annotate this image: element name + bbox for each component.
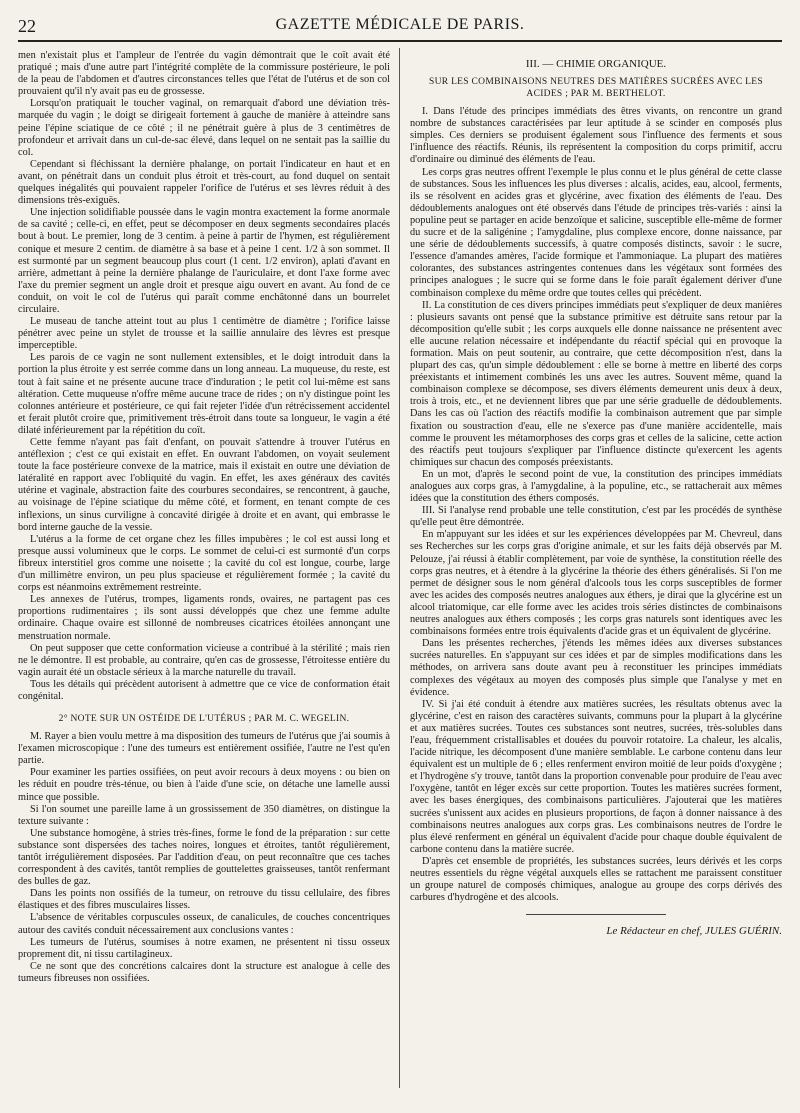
paragraph: Une injection solidifiable poussée dans le vagin montra exactement la forme anormale de sa cavité ; celle-ci, en effet, peut se décomposer en deux segments secondaires placés bout à bout. Le premier, long de 3 centim. à peine à partir de l'hymen, est régulièrement conique et mesure 2 centim. de diamètre à sa base et à peine 1 cent. 1/2 à son sommet. Il est surmonté par un segment beaucoup plus court (1 cent. 1/2 environ), aplati d'avant en arrière, admettant à peine la dernière phalange de l'auriculaire, et dont l'axe forme avec l'axe du premier segment un angle droit et presque aigu ouvert en avant. Au fond de ce conduit, on voit le col de l'utérus qui paraît comme enchâtonné dans un bourrelet circulaire.: [18, 207, 390, 315]
paragraph: Le museau de tanche atteint tout au plus 1 centimètre de diamètre ; l'orifice laisse pénétrer avec peine un stylet de trousse et la saillie annulaire des lèvres est presque imperceptible.: [18, 316, 390, 352]
paragraph: Les annexes de l'utérus, trompes, ligaments ronds, ovaires, ne partagent pas ces proportions rudimentaires ; ils sont aussi développés que chez une femme adulte ordinaire. Chaque ovaire est sillonné de nombreuses cicatrices étoilées annonçant une menstruation normale.: [18, 594, 390, 642]
paragraph: Pour examiner les parties ossifiées, on peut avoir recours à deux moyens : ou bien on les réduit en poudre très-ténue, ou bien à l'aide d'une scie, on détache une lamelle aussi mince que possible.: [18, 767, 390, 803]
paragraph: D'après cet ensemble de propriétés, les substances sucrées, leurs dérivés et les corps neutres essentiels du règne végétal auxquels elles se rattachent me paraissent constituer un groupe naturel de composés chimiques, analogue au groupe des corps dérivés des carbures d'hydrogène et des alcools.: [410, 855, 782, 904]
editor-signature: Le Rédacteur en chef, JULES GUÉRIN.: [606, 925, 782, 938]
left-column: [18, 50, 390, 1108]
paragraph: L'absence de véritables corpuscules osseux, de canalicules, de couches concentriques autour des cavités conduit nécessairement aux conclusions vantes :: [18, 912, 390, 936]
section-heading: III. — CHIMIE ORGANIQUE.: [525, 58, 667, 70]
paragraph: Cette femme n'ayant pas fait d'enfant, on pouvait s'attendre à trouver l'utérus en antéflexion ; c'est ce qui existait en effet. En ouvrant l'abdomen, on voyait seulement toute la face postérieure convexe de la matrice, mais il existait en outre une déviation de latéralité en rapport avec l'obliquité du vagin. En effet, les axes généraux des cavités utérine et vaginale, abstraction faite des courbures secondaires, se rencontrent, à gauche, au voisinage de l'épine sciatique du même côté, et forment, en tenant compte de ces inflexions, un sinus curviligne à concavité dirigée à droite et en avant, qui embrasse le bord interne gauche de la vessie.: [18, 437, 390, 533]
page-number: 22: [18, 16, 36, 36]
paragraph: II. La constitution de ces divers principes immédiats peut s'expliquer de deux manières : plusieurs savants ont pensé que la substance primitive est détruite sans retour par la décomposition qu'elle subit ; les corps auxquels elle donne naissance ne présentent avec elle aucune relation nécessaire et indépendante du réactif spécial qui en provoque la formation. Mais on peut soutenir, au contraire, que cette décomposition n'est, dans la plupart des cas, qu'un simple dédoublement : elle se borne à mettre en liberté des corps préexistants et intimement combinés les uns avec les autres. Souvent même, quand la combinaison complexe se décompose, ses divers éléments demeurent unis deux à deux, trois à trois, etc., et ne deviennent libres que par une série graduelle de dédoublements. Dans les cas où l'action des réactifs modifie la combinaison autrement que par simple fixation ou soustraction d'eau, elle ne s'exerce pas d'une manière accidentelle, mais comme le prouvent les métamorphoses des corps gras et celles de la salicine, cette action des réactifs peut toujours s'expliquer par l'influence distincte qu'exercent les agents chimiques sur chacun des composés préexistants.: [410, 299, 782, 468]
paragraph: Dans les points non ossifiés de la tumeur, on retrouve du tissu cellulaire, des fibres élastiques et des fibres musculaires lisses.: [18, 888, 390, 912]
paragraph: Ce ne sont que des concrétions calcaires dont la structure est analogue à celle des tumeurs fibreuses non ossifiées.: [18, 960, 390, 984]
paragraph: Si l'on soumet une pareille lame à un grossissement de 350 diamètres, on distingue la texture suivante :: [18, 803, 390, 827]
page-header: [18, 16, 782, 42]
paragraph: III. Si l'analyse rend probable une telle constitution, c'est par les procédés de synthèse qu'elle peut être démontrée.: [410, 505, 782, 529]
paragraph: Dans les présentes recherches, j'étends les mêmes idées aux diverses substances sucrées naturelles. En s'appuyant sur ces idées et par de simples modifications dans les méthodes, on arrivera sans doute avant peu à reconstituer les principes immédiats complexes des végétaux au moyen des composés plus simple que l'analyse y met en évidence.: [410, 638, 782, 698]
paragraph: IV. Si j'ai été conduit à étendre aux matières sucrées, les résultats obtenus avec la glycérine, c'est en raison des caractères suivants, communs pour la plupart à la glycérine et aux matières sucrées. Toutes ces substances sont neutres, sucrées, très-solubles dans l'eau, fréquemment cristallisables et douées du pouvoir rotatoire. La chaleur, les alcalis, l'acide nitrique, les décomposent d'une manière semblable. Le carbone contenu dans leur équivalent est un multiple de 6 ; elles renferment environ moitié de leur poids d'oxygène ; et l'hydrogène s'y trouve, tantôt dans la proportion convenable pour produire de l'eau avec l'oxygène, tantôt en léger excès sur cette proportion. Toutes les matières sucrées forment, avec les bases énergiques, des combinaisons particulières. J'ajouterai que les matières sucrées s'unissent aux acides en plusieurs proportions, de façon à donner naissance à des combinaisons neutres analogues aux corps gras. Les combinaisons neutres de l'ordre le plus élevé renferment en général un équivalent d'acide pour chaque double équivalent de carbone contenu dans la matière sucrée.: [410, 698, 782, 855]
paragraph: L'utérus a la forme de cet organe chez les filles impubères ; le col est aussi long et presque aussi volumineux que le corps. Le sommet de celui-ci est surmonté d'un corps fibreux interstitiel gros comme une noisette ; la cavité du col est longue, courbe, large d'un millimètre environ, un peu plus spacieuse et régulièrement formée ; la cavité du corps est néanmoins extrêmement restreinte.: [18, 533, 390, 594]
section-heading: 2° NOTE SUR UN OSTÉIDE DE L'UTÉRUS ; PAR M. C. WEGELIN.: [58, 714, 350, 725]
column-divider: [399, 48, 400, 1088]
right-column: [410, 50, 782, 1108]
paragraph: En un mot, d'après le second point de vue, la constitution des principes immédiats analogues aux corps gras, à l'amygdaline, à la populine, etc., se rattacherait aux mêmes idées que la constitution des éthers composés.: [410, 468, 782, 505]
paragraph: Les parois de ce vagin ne sont nullement extensibles, et le doigt introduit dans la portion la plus étroite y est serrée comme dans un long anneau. La muqueuse, du reste, est tout à fait saine et ne présente aucune trace d'induration ; le petit col lui-même est sans altération. Cette muqueuse n'offre même aucune trace de rides ; on n'y distingue point les colonnes antérieure et postérieure, ce qui fait rejeter l'idée d'un rétrécissement accidentel et ferait plutôt croire que, primitivement très-étroit dans toute sa longueur, le vagin a été dilaté inférieurement par la répétition du coït.: [18, 352, 390, 436]
paragraph: men n'existait plus et l'ampleur de l'entrée du vagin démontrait que le coït avait été pratiqué ; mais d'une autre part l'intégrité complète de la commissure postérieure, le poli de la peau de l'abdomen et d'autres circonstances telles que l'état de l'utérus et de son col prouvaient qu'il n'y avait pas eu de grossesse.: [18, 50, 390, 98]
paragraph: Lorsqu'on pratiquait le toucher vaginal, on remarquait d'abord une déviation très-marquée du vagin ; le doigt se dirigeait fortement à gauche de manière à atteindre sans peine l'épine sciatique de ce côté ; il ne pénétrait guère à plus de 3 centimètres de profondeur et arrivait dans un cul-de-sac élevé, dans lequel on ne sentait pas la saillie du col.: [18, 98, 390, 158]
paragraph: Tous les détails qui précèdent autorisent à admettre que ce vice de conformation était congénital.: [18, 678, 390, 702]
journal-title: GAZETTE MÉDICALE DE PARIS.: [275, 16, 525, 33]
divider: [526, 914, 666, 915]
paragraph: M. Rayer a bien voulu mettre à ma disposition des tumeurs de l'utérus que j'ai soumis à l'examen microscopique : l'une des tumeurs est entièrement ossifiée, l'autre ne l'est qu'en partie.: [18, 731, 390, 767]
paragraph: Les corps gras neutres offrent l'exemple le plus connu et le plus général de cette classe de substances. Sous les influences les plus diverses : alcalis, acides, eau, alcool, ferments, ils se résolvent en acides gras et glycérine, avec fixation des éléments de l'eau. Des dédoublements analogues ont été observés dans l'étude de principes très-variés : ainsi la populine peut se partager en acide benzoïque et salicine, susceptible elle-même de former du sucre et de la saligénine ; l'amygdaline, plus complexe encore, donne naissance, par une série de dédoublements successifs, à quatre composés distincts, savoir : le sucre, l'essence d'amandes amères, l'acide formique et l'ammoniaque. La plupart des matières colorantes, des substances astringentes contenues dans les végétaux sont formées des principes analogues ; le sucre qui se forme dans le foie paraît également dériver d'une combinaison complexe du même ordre que toutes celles qui précèdent.: [410, 166, 782, 299]
paragraph: I. Dans l'étude des principes immédiats des êtres vivants, on rencontre un grand nombre de substances caractérisées par leur aptitude à se scinder en composés plus simples. Ces derniers se produisent également sous l'influence des ferments et sous l'influence des réactifs. Réunis, ils représentent la composition du corps primitif, accru d'ordinaire ou diminué des éléments de l'eau.: [410, 106, 782, 166]
paragraph: Une substance homogène, à stries très-fines, forme le fond de la préparation : sur cette substance sont dispersées des taches noires, longues et étroites, tantôt régulièrement, tantôt irrégulièrement disposées. Par l'addition d'eau, on peut reconnaître que ces taches correspondent à des cavités, tantôt remplies de gouttelettes graisseuses, tantôt renfermant des bulles de gaz.: [18, 827, 390, 888]
article-title: SUR LES COMBINAISONS NEUTRES DES MATIÈRES SUCRÉES AVEC LES ACIDES ; PAR M. BERTHELOT.: [429, 77, 763, 100]
paragraph: On peut supposer que cette conformation vicieuse a contribué à la stérilité ; mais rien ne le démontre. Il est probable, au contraire, qu'en cas de grossesse, l'étroitesse entière du vagin aurait été un obstacle sérieux à la marche naturelle du travail.: [18, 642, 390, 678]
paragraph: Cependant si fléchissant la dernière phalange, on portait l'indicateur en haut et en avant, on pénétrait dans un conduit plus étroit et très-court, au fond duquel on sentait quelques inégalités qui pouvaient rappeler l'orifice de l'utérus et ses lèvres réduit à des dimensions très-exiguës.: [18, 158, 390, 207]
paragraph: En m'appuyant sur les idées et sur les expériences développées par M. Chevreul, dans ses Recherches sur les corps gras d'origine animale, et sur les faits déjà observés par M. Pelouze, j'ai réussi à établir complètement, par voie de synthèse, la constitution réelle des corps gras neutres, et à étendre à la glycérine la théorie des éthers généralisés. Si l'on me permet de désigner sous le nom général d'alcools tous les corps susceptibles de former avec les acides des composés neutres analogues aux éthers, je dirai que la glycérine est un alcool triatomique, car elle forme avec les acides trois séries distinctes de combinaisons neutres analogues aux éthers composés ; les corps gras naturels sont identiques avec les combinaisons formées entre trois équivalents d'acide gras et un équivalent de glycérine.: [410, 529, 782, 638]
paragraph: Les tumeurs de l'utérus, soumises à notre examen, ne présentent ni tissu osseux proprement dit, ni tissu cartilagineux.: [18, 936, 390, 960]
